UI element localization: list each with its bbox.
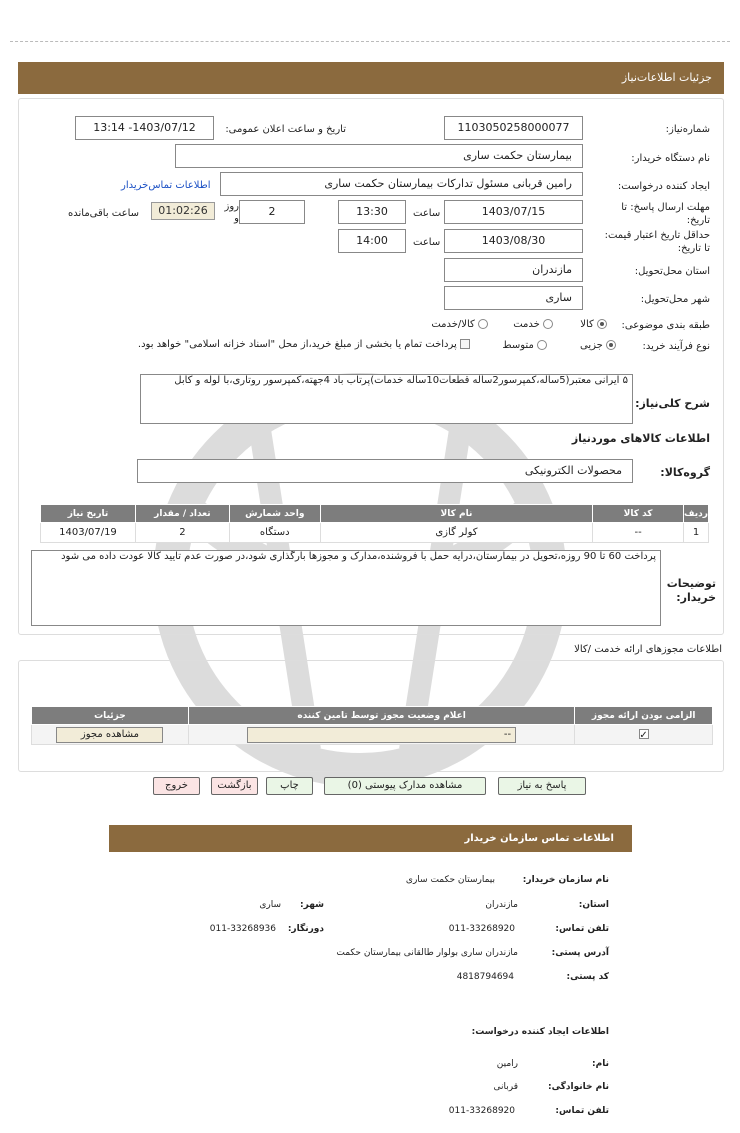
category-option-service[interactable]: خدمت: [513, 319, 553, 330]
validity-time-field: 14:00: [338, 229, 406, 253]
table-row: [32, 725, 713, 745]
buyer-notes-label: توضیحات خریدار:: [666, 577, 716, 604]
buyer-contact-link[interactable]: اطلاعات تماس‌خریدار: [121, 180, 211, 191]
checkbox-icon[interactable]: [460, 339, 470, 349]
goods-info-label: اطلاعات کالاهای موردنیاز: [571, 432, 710, 445]
contact-city-label: شهر:: [300, 900, 324, 910]
days-label: روز و: [224, 201, 239, 224]
cell-row: 1: [684, 523, 709, 543]
contact-org-value: بیمارستان حکمت ساری: [405, 875, 495, 885]
cell-unit: دستگاه: [229, 523, 320, 543]
contact-city-value: ساری: [259, 900, 281, 910]
goods-group-field: محصولات الکترونیکی: [137, 459, 633, 483]
col-qty: تعداد / مقدار: [135, 505, 229, 523]
col-unit: واحد شمارش: [229, 505, 320, 523]
top-divider: [10, 41, 730, 42]
permit-status-cell: [188, 725, 575, 745]
remaining-label: ساعت باقی‌مانده: [68, 208, 140, 219]
permits-section-label: اطلاعات مجوزهای ارائه خدمت /کالا: [574, 644, 722, 655]
city-field: ساری: [444, 286, 583, 310]
buyer-org-label: نام دستگاه خریدار:: [631, 153, 710, 164]
category-option-both[interactable]: کالا/خدمت: [431, 319, 488, 330]
process-option-minor[interactable]: جزیی: [580, 340, 616, 351]
table-row: [41, 523, 709, 543]
creator-last-name-label: نام خانوادگی:: [547, 1082, 609, 1092]
contact-fax-value: 011-33268936: [209, 924, 276, 934]
contact-province-label: استان:: [578, 900, 609, 910]
col-permit-status: اعلام وضعیت مجوز توسط تامین کننده: [188, 707, 575, 725]
col-permit-details: جزئیات: [32, 707, 189, 725]
contact-fax-label: دورنگار:: [287, 924, 324, 934]
creator-first-name-label: نام:: [592, 1059, 609, 1069]
creator-first-name-value: رامین: [496, 1059, 518, 1069]
col-code: کد کالا: [593, 505, 684, 523]
cell-date: 1403/07/19: [41, 523, 136, 543]
deadline-date-field: 1403/07/15: [444, 200, 583, 224]
radio-icon[interactable]: [597, 319, 607, 329]
contact-address-value: مازندران ساری بولوار طالقانی بیمارستان حکمت: [336, 948, 518, 958]
cell-qty: 2: [135, 523, 229, 543]
goods-group-label: گروه‌کالا:: [660, 466, 710, 479]
deadline-label: مهلت ارسال پاسخ: تا تاریخ:: [621, 202, 710, 226]
col-permit-required: الزامی بودن ارائه مجوز: [575, 707, 713, 725]
contact-postal-label: کد پستی:: [566, 972, 609, 982]
contact-phone-label: تلفن تماس:: [555, 924, 609, 934]
checkbox-icon[interactable]: ✓: [639, 730, 648, 741]
print-button[interactable]: چاپ: [266, 777, 313, 795]
exit-button[interactable]: خروج: [153, 777, 200, 795]
need-number-field: 1103050258000077: [444, 116, 583, 140]
buyer-org-field: بیمارستان حکمت ساری: [175, 144, 583, 168]
contact-address-label: آدرس پستی:: [551, 948, 609, 958]
creator-label: ایجاد کننده درخواست:: [617, 181, 710, 192]
process-option-medium[interactable]: متوسط: [502, 340, 547, 351]
attachments-button[interactable]: مشاهده مدارک پیوستی (0): [324, 777, 486, 795]
radio-icon[interactable]: [478, 319, 488, 329]
province-field: مازندران: [444, 258, 583, 282]
col-date: تاریخ نیاز: [41, 505, 136, 523]
creator-field: رامین قربانی مسئول تدارکات بیمارستان حکمت ساری: [220, 172, 583, 196]
announce-field: 1403/07/12- 13:14: [75, 116, 214, 140]
validity-time-label: ساعت: [413, 237, 441, 248]
category-option-goods[interactable]: کالا: [580, 319, 607, 330]
buyer-notes-box: پرداخت 60 تا 90 روزه،تحویل در بیمارستان،درایه حمل با فروشنده،مدارک و مجوزها بارگذاری شود،در صورت عدم تایید کالا عودت داده می شود: [31, 550, 661, 626]
col-row: ردیف: [684, 505, 709, 523]
permit-status-field: --: [247, 727, 516, 743]
announce-label: تاریخ و ساعت اعلان عمومی:: [225, 124, 346, 135]
permits-table: [31, 706, 713, 745]
remaining-timer: 01:02:26: [151, 202, 215, 220]
permit-required-cell: [575, 725, 713, 745]
days-field: 2: [239, 200, 305, 224]
page-title: جزئیات اطلاعات‌نیاز: [621, 71, 712, 84]
contact-phone-value: 011-33268920: [448, 924, 515, 934]
validity-label: حداقل تاریخ اعتبار قیمت: تا تاریخ:: [604, 230, 710, 254]
cell-name: کولر گازی: [320, 523, 592, 543]
col-name: نام کالا: [320, 505, 592, 523]
category-label: طبقه بندی موضوعی:: [621, 320, 710, 331]
city-label: شهر محل‌تحویل:: [640, 294, 710, 305]
reply-button[interactable]: پاسخ به نیاز: [498, 777, 586, 795]
contact-postal-value: 4818794694: [456, 972, 514, 982]
back-button[interactable]: بازگشت: [211, 777, 258, 795]
creator-phone-value: 011-33268920: [448, 1106, 515, 1116]
need-number-label: شماره‌نیاز:: [665, 124, 710, 135]
goods-table: [40, 504, 709, 543]
permit-details-cell: [32, 725, 189, 745]
deadline-time-label: ساعت: [413, 208, 441, 219]
radio-icon[interactable]: [537, 340, 547, 350]
creator-last-name-value: قربانی: [493, 1082, 518, 1092]
contact-province-value: مازندران: [485, 900, 518, 910]
process-label: نوع فرآیند خرید:: [642, 341, 710, 352]
radio-icon[interactable]: [543, 319, 553, 329]
deadline-time-field: 13:30: [338, 200, 406, 224]
treasury-payment-option[interactable]: پرداخت تمام یا بخشی از مبلغ خرید،از محل "اسناد خزانه اسلامی" خواهد بود.: [138, 339, 470, 350]
contact-title: اطلاعات تماس سازمان خریدار: [464, 833, 614, 844]
creator-info-title: اطلاعات ایجاد کننده درخواست:: [471, 1027, 609, 1037]
validity-date-field: 1403/08/30: [444, 229, 583, 253]
summary-box: ۵ ایرانی معتبر(5ساله،کمپرسور2ساله قطعات10ساله خدمات)پرتاب باد 4جهته،کمپرسور روتاری،با لوله و کابل: [140, 374, 633, 424]
view-permit-button[interactable]: مشاهده مجوز: [56, 727, 163, 743]
radio-icon[interactable]: [606, 340, 616, 350]
creator-phone-label: تلفن تماس:: [555, 1106, 609, 1116]
page-header: [18, 62, 724, 94]
cell-code: --: [593, 523, 684, 543]
province-label: استان محل‌تحویل:: [634, 266, 710, 277]
contact-header: [109, 825, 632, 852]
summary-label: شرح کلی‌نیاز:: [635, 397, 710, 410]
contact-org-label: نام سازمان خریدار:: [522, 875, 609, 885]
